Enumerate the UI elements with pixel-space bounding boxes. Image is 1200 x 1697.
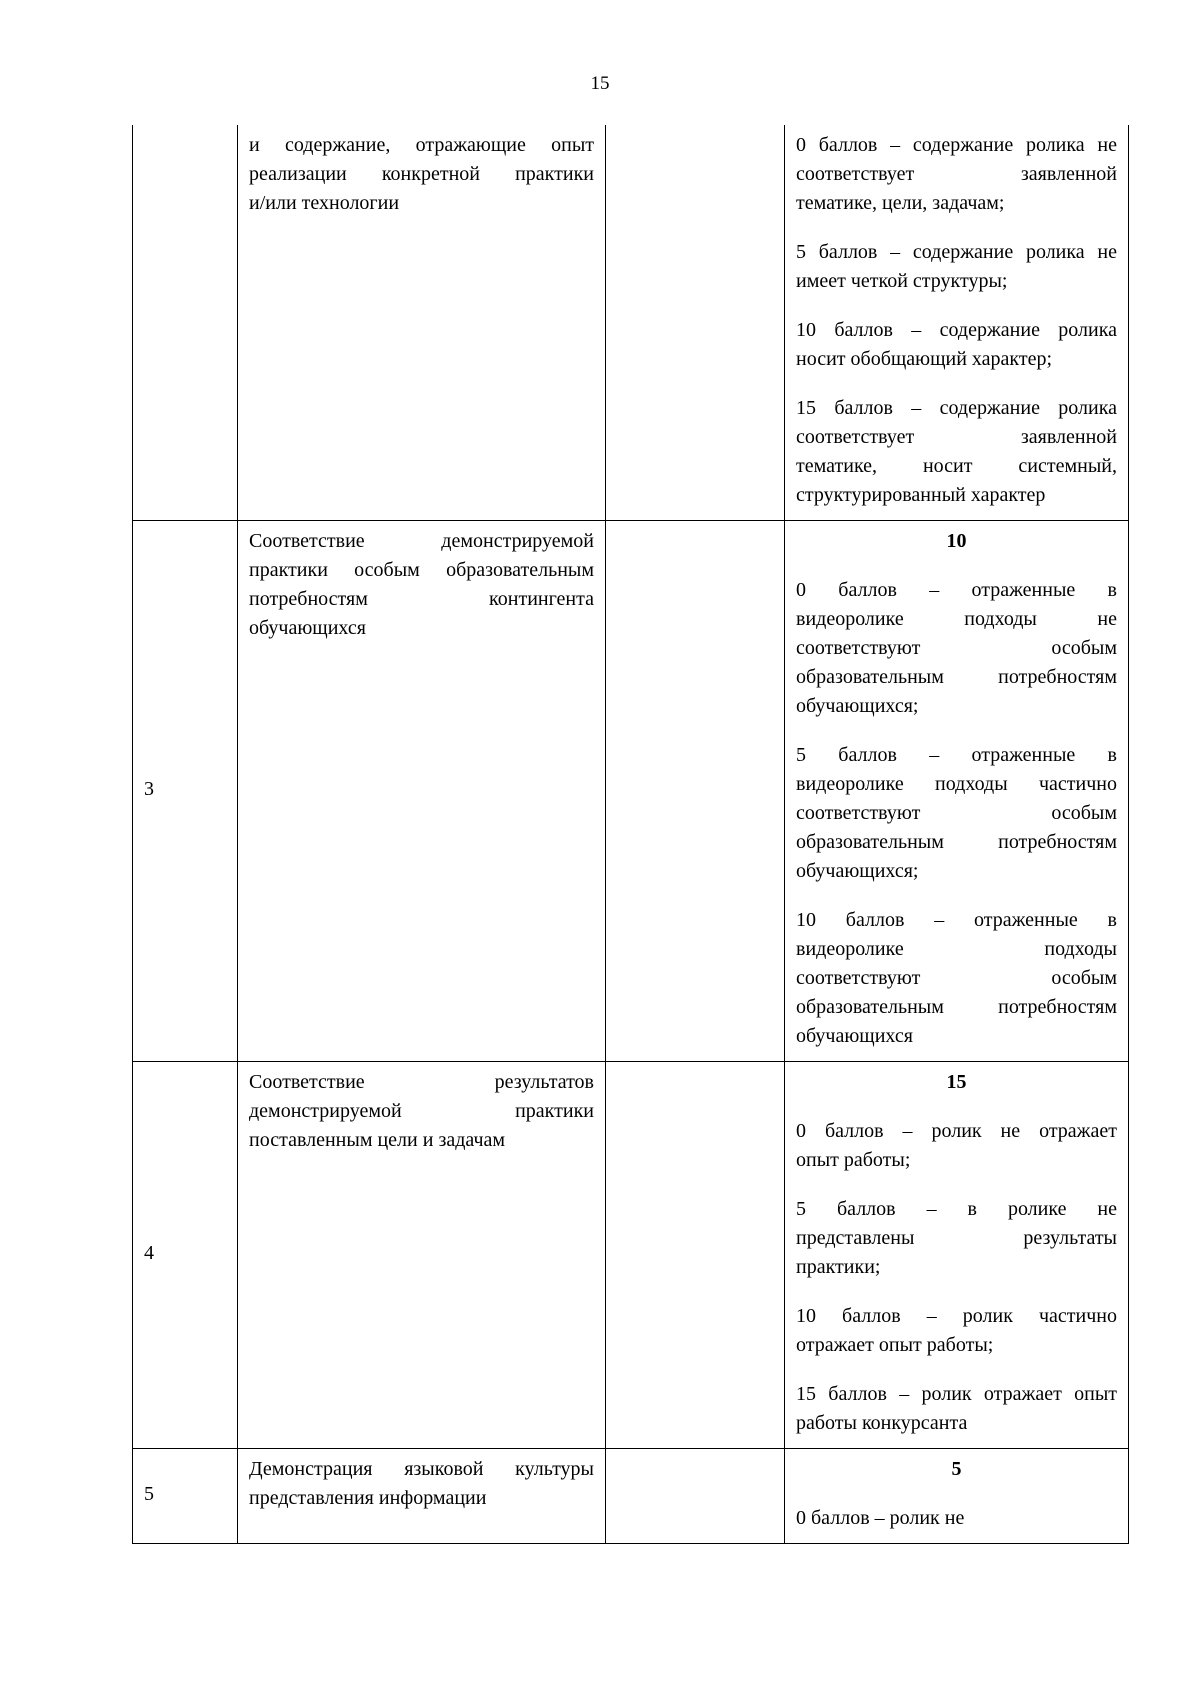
score-description-line: видеоролике подходы: [796, 938, 1117, 960]
score-description-line: 10 баллов – ролик частично: [796, 1305, 1117, 1327]
score-description-line: 5 баллов – в ролике не: [796, 1198, 1117, 1220]
criterion-line: Соответствие демонстрируемой: [249, 530, 594, 552]
table-row: [133, 1062, 1129, 1449]
criterion-line: потребностям контингента: [249, 588, 594, 610]
score-description-line: обучающихся;: [796, 860, 919, 882]
score-description: [796, 906, 1117, 1051]
score-description-line: опыт работы;: [796, 1149, 911, 1171]
criterion-line: Соответствие результатов: [249, 1071, 594, 1093]
table-body: [133, 125, 1129, 1544]
score-description-line: работы конкурсанта: [796, 1412, 968, 1434]
criterion-line: представления информации: [249, 1487, 487, 1509]
score-description-line: 0 баллов – ролик не отражает: [796, 1120, 1117, 1142]
score-description: [796, 1504, 1117, 1533]
score-description-line: практики;: [796, 1256, 881, 1278]
score-description-line: соответствуют особым: [796, 967, 1117, 989]
score-description-line: образовательным потребностям: [796, 666, 1117, 688]
score-description-line: отражает опыт работы;: [796, 1334, 994, 1356]
criterion-line: и/или технологии: [249, 192, 400, 214]
score-description-line: тематике, носит системный,: [796, 455, 1117, 477]
score-cell: [785, 1449, 1129, 1544]
score-description: [796, 1380, 1117, 1438]
score-cell: [785, 1062, 1129, 1449]
criterion-line: Демонстрация языковой культуры: [249, 1458, 594, 1480]
criterion-cell: [238, 125, 606, 521]
score-description-line: 0 баллов – ролик не: [796, 1507, 965, 1529]
score-description-line: обучающихся;: [796, 695, 919, 717]
score-description-line: представлены результаты: [796, 1227, 1117, 1249]
criterion-line: поставленным цели и задачам: [249, 1129, 506, 1151]
score-description-line: 15 баллов – содержание ролика: [796, 397, 1117, 419]
indicator-cell: [606, 1062, 785, 1449]
score-description-line: 5 баллов – отраженные в: [796, 744, 1117, 766]
score-description: [796, 394, 1117, 510]
score-description-line: 15 баллов – ролик отражает опыт: [796, 1383, 1117, 1405]
row-number-cell: 4: [133, 1062, 238, 1449]
score-description-line: структурированный характер: [796, 484, 1046, 506]
score-description: [796, 131, 1117, 218]
score-description-line: соответствуют особым: [796, 637, 1117, 659]
max-score: 10: [946, 530, 967, 552]
score-cell: [785, 125, 1129, 521]
row-number-cell: 5: [133, 1449, 238, 1544]
score-description-line: 0 баллов – отраженные в: [796, 579, 1117, 601]
score-description: [796, 576, 1117, 721]
score-description-line: имеет четкой структуры;: [796, 270, 1008, 292]
row-number-cell: [133, 125, 238, 521]
criterion-line: демонстрируемой практики: [249, 1100, 594, 1122]
score-description: [796, 1302, 1117, 1360]
score-description: [796, 741, 1117, 886]
score-description-line: носит обобщающий характер;: [796, 348, 1053, 370]
score-description-line: образовательным потребностям: [796, 831, 1117, 853]
score-cell: [785, 521, 1129, 1062]
criterion-cell: [238, 1449, 606, 1544]
table-row: [133, 1449, 1129, 1544]
score-description: [796, 1195, 1117, 1282]
score-description-line: видеоролике подходы частично: [796, 773, 1117, 795]
evaluation-criteria-table: [132, 125, 1129, 1544]
criterion-line: и содержание, отражающие опыт: [249, 134, 594, 156]
row-number-cell: 3: [133, 521, 238, 1062]
score-description-line: соответствуют особым: [796, 802, 1117, 824]
score-description-line: 5 баллов – содержание ролика не: [796, 241, 1117, 263]
score-description-line: соответствует заявленной: [796, 163, 1117, 185]
score-description: [796, 316, 1117, 374]
criterion-cell: [238, 1062, 606, 1449]
table-row: [133, 521, 1129, 1062]
score-description-line: видеоролике подходы не: [796, 608, 1117, 630]
max-score: 5: [951, 1458, 962, 1480]
score-description-line: 10 баллов – отраженные в: [796, 909, 1117, 931]
page-number: 15: [590, 73, 610, 94]
indicator-cell: [606, 1449, 785, 1544]
table-row: [133, 125, 1129, 521]
indicator-cell: [606, 521, 785, 1062]
score-description-line: 0 баллов – содержание ролика не: [796, 134, 1117, 156]
score-description-line: образовательным потребностям: [796, 996, 1117, 1018]
criterion-line: обучающихся: [249, 617, 366, 639]
score-description-line: обучающихся: [796, 1025, 913, 1047]
score-description: [796, 1117, 1117, 1175]
score-description: [796, 238, 1117, 296]
criterion-line: практики особым образовательным: [249, 559, 594, 581]
max-score: 15: [946, 1071, 967, 1093]
criterion-cell: [238, 521, 606, 1062]
score-description-line: соответствует заявленной: [796, 426, 1117, 448]
score-description-line: тематике, цели, задачам;: [796, 192, 1005, 214]
criterion-line: реализации конкретной практики: [249, 163, 594, 185]
score-description-line: 10 баллов – содержание ролика: [796, 319, 1117, 341]
indicator-cell: [606, 125, 785, 521]
